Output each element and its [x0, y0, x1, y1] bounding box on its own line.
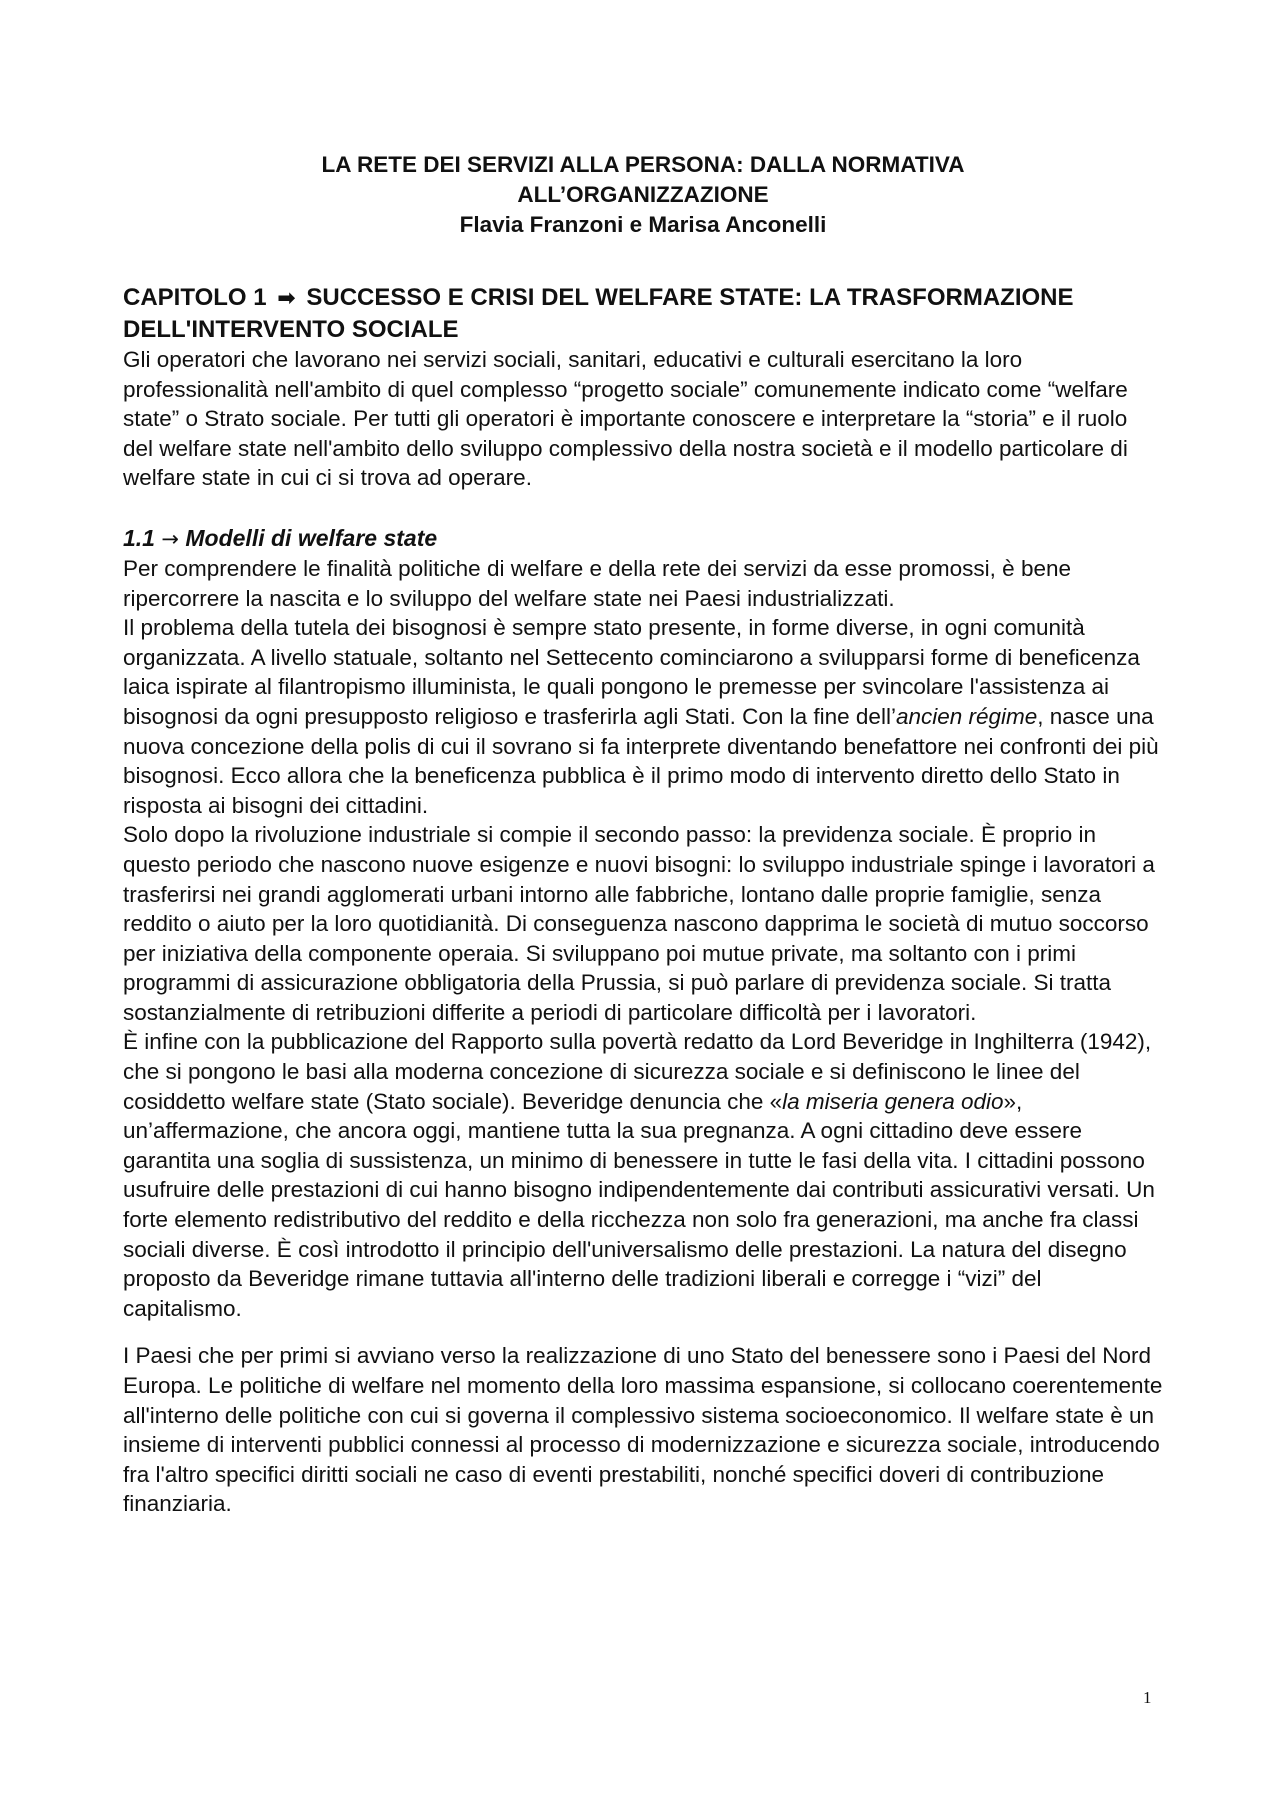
paragraph-4-italic: la miseria genera odio	[782, 1088, 1004, 1114]
paragraph-4-text-a: È infine con la pubblicazione del Rapporto sulla povertà redatto da Lord Beveridge in Inghilterra (1942), che si pongono le basi alla moderna concezione di sicurezza sociale e si definiscono le linee del cosiddetto welfare state (Stato sociale). Beveridge denuncia che «	[123, 1029, 1152, 1114]
paragraph-4	[123, 1027, 1163, 1323]
arrow-icon: →	[161, 526, 179, 551]
chapter-heading	[123, 282, 1163, 345]
document-title-line-1: LA RETE DEI SERVIZI ALLA PERSONA: DALLA NORMATIVA	[321, 152, 965, 177]
chapter-label: CAPITOLO 1	[123, 284, 267, 311]
section-heading	[123, 523, 1163, 554]
document-authors: Flavia Franzoni e Marisa Anconelli	[459, 212, 827, 237]
document-title-line-2: ALL’ORGANIZZAZIONE	[517, 182, 769, 207]
paragraph-4-text-b: », un’affermazione, che ancora oggi, mantiene tutta la sua pregnanza. A ogni cittadino deve essere garantita una soglia di sussistenza, un minimo di benessere in tutte le fasi della vita. I cittadini possono usufruire delle prestazioni di cui hanno bisogno indipendentemente dai contributi assicurativi versati. Un forte elemento redistributivo del reddito e della ricchezza non solo fra generazioni, ma anche fra classi sociali diverse. È così introdotto il principio dell'universalismo delle prestazioni. La natura del disegno proposto da Beveridge rimane tuttavia all'interno delle tradizioni liberali e corregge i “vizi” del capitalismo.	[123, 1088, 1155, 1321]
paragraph-1: Per comprendere le finalità politiche di welfare e della rete dei servizi da esse promossi, è bene ripercorrere la nascita e lo sviluppo del welfare state nei Paesi industrializzati.	[123, 555, 1071, 611]
chapter-intro-paragraph: Gli operatori che lavorano nei servizi sociali, sanitari, educativi e culturali esercitano la loro professionalità nell'ambito di quel complesso “progetto sociale” comunemente indicato come “welfare state” o Strato sociale. Per tutti gli operatori è importante conoscere e interpretare la “storia” e il ruolo del welfare state nell'ambito dello sviluppo complessivo della nostra società e il modello particolare di welfare state in cui ci si trova ad operare.	[123, 347, 1128, 491]
chapter-title-part-2: DELL'INTERVENTO SOCIALE	[123, 316, 459, 343]
paragraph-2	[123, 613, 1163, 820]
section-number: 1.1	[123, 524, 155, 551]
paragraph-2-italic: ancien régime	[895, 703, 1038, 729]
document-title-block	[123, 150, 1163, 240]
section-title: Modelli di welfare state	[185, 524, 438, 551]
paragraph-2-text-a: Il problema della tutela dei bisognosi è sempre stato presente, in forme diverse, in ogni comunità organizzata. A livello statuale, soltanto nel Settecento cominciarono a svilupparsi forme di beneficenza laica ispirate al filantropismo illuminista, le quali pongono le premesse per svincolare l'assistenza ai bisognosi da ogni presupposto religioso e trasferirla agli Stati. Con la fine dell’	[123, 615, 1140, 729]
page-number: 1	[1143, 1688, 1152, 1707]
paragraph-5: I Paesi che per primi si avviano verso la realizzazione di uno Stato del benessere sono i Paesi del Nord Europa. Le politiche di welfare nel momento della loro massima espansione, si collocano coerentemente all'interno delle politiche con cui si governa il complessivo sistema socioeconomico. Il welfare state è un insieme di interventi pubblici connessi al processo di modernizzazione e sicurezza sociale, introducendo fra l'altro specifici diritti sociali ne caso di eventi prestabiliti, nonché specifici doveri di contribuzione finanziaria.	[123, 1343, 1163, 1517]
right-arrow-icon: ➡	[277, 286, 296, 311]
chapter-title-part-1: SUCCESSO E CRISI DEL WELFARE STATE: LA TRASFORMAZIONE	[306, 284, 1074, 311]
document-page	[123, 150, 1163, 1519]
paragraph-3: Solo dopo la rivoluzione industriale si compie il secondo passo: la previdenza sociale. È proprio in questo periodo che nascono nuove esigenze e nuovi bisogni: lo sviluppo industriale spinge i lavoratori a trasferirsi nei grandi agglomerati urbani intorno alle fabbriche, lontano dalle proprie famiglie, senza reddito o aiuto per la loro quotidianità. Di conseguenza nascono dapprima le società di mutuo soccorso per iniziativa della componente operaia. Si sviluppano poi mutue private, ma soltanto con i primi programmi di assicurazione obbligatoria della Prussia, si può parlare di previdenza sociale. Si tratta sostanzialmente di retribuzioni differite a periodi di particolare difficoltà per i lavoratori.	[123, 822, 1155, 1025]
paragraph-2-text-b: , nasce una nuova concezione della polis di cui il sovrano si fa interprete diventando benefattore nei confronti dei più bisognosi. Ecco allora che la beneficenza pubblica è il primo modo di intervento diretto dello Stato in risposta ai bisogni dei cittadini.	[123, 703, 1159, 818]
